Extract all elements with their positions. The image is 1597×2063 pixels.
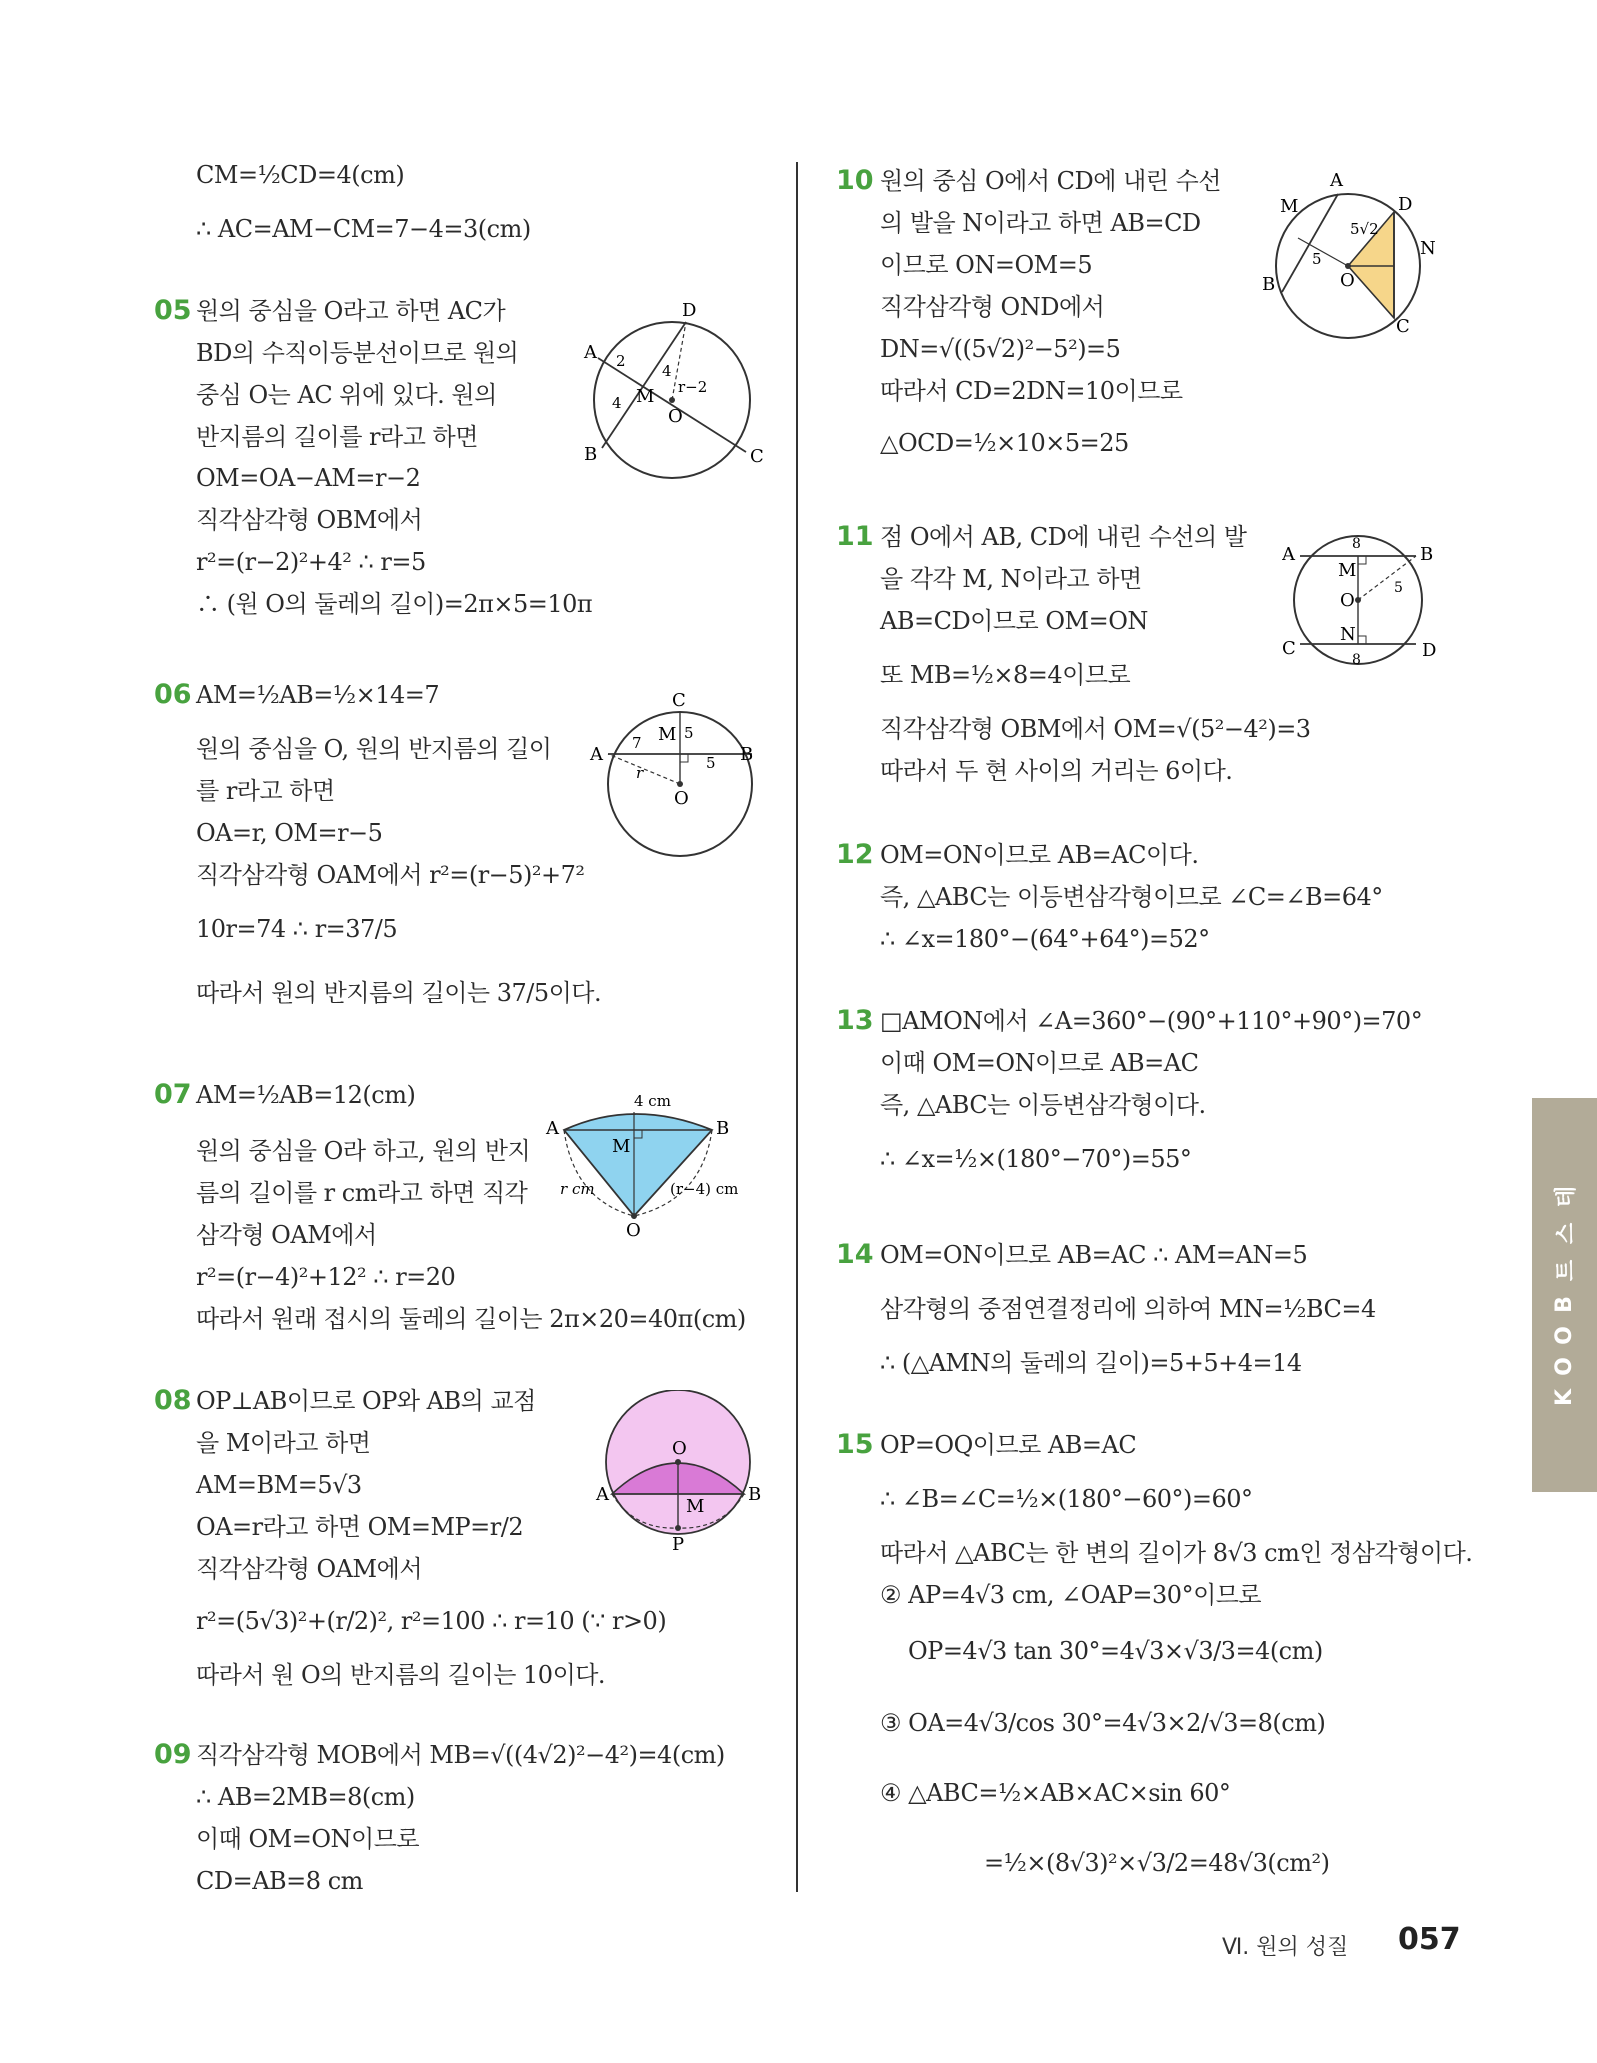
p08-center-dot bbox=[675, 1459, 681, 1465]
p06-line-3: 를 r라고 하면 bbox=[196, 777, 335, 805]
page-number: 057 bbox=[1398, 1922, 1461, 1957]
p07-label-r4: (r−4) cm bbox=[670, 1180, 739, 1198]
p04-line-1: CM=½CD=4(cm) bbox=[196, 161, 405, 189]
p06-center-dot bbox=[677, 781, 683, 787]
p05-label-d: D bbox=[682, 300, 697, 321]
p10-line-4: 직각삼각형 OND에서 bbox=[880, 293, 1105, 321]
p12-line-1: OM=ON이므로 AB=AC이다. bbox=[880, 841, 1199, 869]
p10-center-dot bbox=[1345, 263, 1351, 269]
p15-line-3: 따라서 △ABC는 한 변의 길이가 8√3 cm인 정삼각형이다. bbox=[880, 1539, 1473, 1567]
p06-line-2: 원의 중심을 O, 원의 반지름의 길이 bbox=[196, 735, 552, 763]
p15-line-6: ③ OA=4√3/cos 30°=4√3×2/√3=8(cm) bbox=[880, 1709, 1326, 1737]
p14-line-1: OM=ON이므로 AB=AC ∴ AM=AN=5 bbox=[880, 1241, 1308, 1269]
p08-figure bbox=[594, 1390, 770, 1560]
p05-label-4b: 4 bbox=[612, 394, 622, 412]
p10-label-b: B bbox=[1262, 274, 1276, 295]
p10-line-1: 원의 중심 O에서 CD에 내린 수선 bbox=[880, 167, 1221, 195]
p06-label-5b: 5 bbox=[706, 754, 716, 772]
p06-radius-oa bbox=[608, 754, 680, 784]
p05-line-3: 중심 O는 AC 위에 있다. 원의 bbox=[196, 381, 497, 409]
p12-line-3: ∴ ∠x=180°−(64°+64°)=52° bbox=[880, 925, 1210, 953]
p06-label-5a: 5 bbox=[684, 724, 694, 742]
p11-line-5: 직각삼각형 OBM에서 OM=√(5²−4²)=3 bbox=[880, 715, 1311, 743]
p07-label-b: B bbox=[716, 1118, 730, 1139]
p11-label-o: O bbox=[1340, 590, 1355, 611]
p05-line-7: r²=(r−2)²+4² ∴ r=5 bbox=[196, 548, 426, 576]
problem-number-09: 09 bbox=[154, 1739, 192, 1770]
problem-number-08: 08 bbox=[154, 1385, 192, 1416]
footer-section-title: Ⅵ. 원의 성질 bbox=[1222, 1935, 1349, 1960]
side-tab-char: O bbox=[1551, 1356, 1577, 1376]
p09-line-4: CD=AB=8 cm bbox=[196, 1867, 363, 1895]
p05-line-8: ∴ (원 O의 둘레의 길이)=2π×5=10π bbox=[196, 590, 593, 618]
p05-label-o: O bbox=[668, 406, 683, 427]
p13-line-2: 이때 OM=ON이므로 AB=AC bbox=[880, 1049, 1199, 1077]
p10-label-d: D bbox=[1398, 194, 1413, 215]
p13-line-4: ∴ ∠x=½×(180°−70°)=55° bbox=[880, 1145, 1192, 1173]
p13-line-1: □AMON에서 ∠A=360°−(90°+110°+90°)=70° bbox=[880, 1007, 1423, 1035]
p06-label-c: C bbox=[672, 690, 686, 711]
p05-label-m: M bbox=[636, 386, 655, 407]
p15-line-1: OP=OQ이므로 AB=AC bbox=[880, 1431, 1137, 1459]
problem-number-15: 15 bbox=[836, 1429, 874, 1460]
p05-label-4a: 4 bbox=[662, 362, 672, 380]
p06-figure bbox=[586, 688, 766, 858]
p11-label-b: B bbox=[1420, 544, 1434, 565]
side-tab-char: 트 bbox=[1553, 1259, 1579, 1281]
p10-figure bbox=[1260, 172, 1440, 344]
p09-line-3: 이때 OM=ON이므로 bbox=[196, 1825, 420, 1853]
p07-label-rcm: r cm bbox=[560, 1180, 595, 1198]
side-tab-char: B bbox=[1552, 1295, 1577, 1313]
p08-label-a: A bbox=[596, 1484, 609, 1505]
p11-label-c: C bbox=[1282, 638, 1296, 659]
p05-line-1: 원의 중심을 O라고 하면 AC가 bbox=[196, 297, 506, 325]
p15-line-2: ∴ ∠B=∠C=½×(180°−60°)=60° bbox=[880, 1485, 1253, 1513]
p07-line-2: 원의 중심을 O라 하고, 원의 반지 bbox=[196, 1137, 531, 1165]
p08-label-o: O bbox=[672, 1438, 687, 1459]
problem-number-14: 14 bbox=[836, 1239, 874, 1270]
p11-right-angle-m bbox=[1358, 556, 1366, 564]
p08-line-7: 따라서 원 O의 반지름의 길이는 10이다. bbox=[196, 1661, 606, 1689]
p08-point-p-dot bbox=[675, 1525, 681, 1531]
problem-number-06: 06 bbox=[154, 679, 192, 710]
p06-label-a: A bbox=[590, 744, 603, 765]
p07-line-6: 따라서 원래 접시의 둘레의 길이는 2π×20=40π(cm) bbox=[196, 1305, 746, 1333]
p06-line-5: 직각삼각형 OAM에서 r²=(r−5)²+7² bbox=[196, 861, 585, 889]
p11-label-m: M bbox=[1338, 560, 1357, 581]
p11-figure bbox=[1282, 530, 1442, 670]
p07-label-4cm: 4 cm bbox=[634, 1092, 671, 1110]
p10-label-m: M bbox=[1280, 196, 1299, 217]
p08-label-b: B bbox=[748, 1484, 762, 1505]
p11-label-5: 5 bbox=[1394, 580, 1403, 596]
p14-line-2: 삼각형의 중점연결정리에 의하여 MN=½BC=4 bbox=[880, 1295, 1376, 1323]
p11-line-4: 또 MB=½×8=4이므로 bbox=[880, 661, 1131, 689]
p10-line-2: 의 발을 N이라고 하면 AB=CD bbox=[880, 209, 1201, 237]
side-tab-text bbox=[1532, 1098, 1597, 1492]
p05-label-b: B bbox=[584, 444, 598, 465]
p11-right-angle-n bbox=[1358, 636, 1366, 644]
p05-line-2: BD의 수직이등분선이므로 원의 bbox=[196, 339, 519, 367]
p05-line-6: 직각삼각형 OBM에서 bbox=[196, 506, 423, 534]
p11-label-d: D bbox=[1422, 640, 1437, 661]
side-tab-char: 테 bbox=[1553, 1185, 1579, 1207]
p06-label-r: r bbox=[636, 764, 644, 782]
p05-chord-bd bbox=[602, 322, 686, 448]
p06-line-1: AM=½AB=½×14=7 bbox=[196, 681, 440, 709]
p10-label-a: A bbox=[1330, 172, 1343, 191]
p10-label-5root2: 5√2 bbox=[1350, 220, 1379, 238]
column-divider bbox=[796, 162, 798, 1892]
side-tab-char: O bbox=[1551, 1325, 1577, 1345]
p15-line-4: ② AP=4√3 cm, ∠OAP=30°이므로 bbox=[880, 1581, 1262, 1609]
p14-line-3: ∴ (△AMN의 둘레의 길이)=5+5+4=14 bbox=[880, 1349, 1302, 1377]
p06-label-m: M bbox=[658, 724, 677, 745]
p15-line-5: OP=4√3 tan 30°=4√3×√3/3=4(cm) bbox=[908, 1637, 1323, 1665]
side-tab-test-book bbox=[1532, 1098, 1597, 1492]
p05-figure bbox=[580, 300, 770, 480]
p08-label-m: M bbox=[686, 1496, 705, 1517]
p07-label-a: A bbox=[546, 1118, 559, 1139]
p10-line-3: 이므로 ON=OM=5 bbox=[880, 251, 1093, 279]
p06-label-b: B bbox=[740, 744, 754, 765]
p09-line-2: ∴ AB=2MB=8(cm) bbox=[196, 1783, 415, 1811]
p06-line-4: OA=r, OM=r−5 bbox=[196, 819, 383, 847]
p10-line-7: △OCD=½×10×5=25 bbox=[880, 429, 1129, 457]
side-tab-char: K bbox=[1552, 1388, 1577, 1406]
p10-label-5: 5 bbox=[1312, 250, 1322, 268]
p10-label-n: N bbox=[1420, 238, 1436, 259]
problem-number-10: 10 bbox=[836, 165, 874, 196]
p05-label-r2: r−2 bbox=[678, 378, 708, 396]
problem-number-07: 07 bbox=[154, 1079, 192, 1110]
p11-label-n: N bbox=[1340, 624, 1356, 645]
p10-label-c: C bbox=[1396, 316, 1410, 337]
p08-label-p: P bbox=[672, 1534, 685, 1555]
p06-label-o: O bbox=[674, 788, 689, 809]
p08-line-4: OA=r라고 하면 OM=MP=r/2 bbox=[196, 1513, 524, 1541]
p11-radius-ob bbox=[1358, 556, 1416, 600]
p10-line-6: 따라서 CD=2DN=10이므로 bbox=[880, 377, 1183, 405]
p13-line-3: 즉, △ABC는 이등변삼각형이다. bbox=[880, 1091, 1206, 1119]
p05-label-2: 2 bbox=[616, 352, 626, 370]
p04-line-2: ∴ AC=AM−CM=7−4=3(cm) bbox=[196, 215, 531, 243]
problem-number-13: 13 bbox=[836, 1005, 874, 1036]
side-tab-char: 스 bbox=[1553, 1222, 1579, 1244]
p11-label-a: A bbox=[1282, 544, 1295, 565]
p06-right-angle bbox=[680, 754, 688, 762]
p11-label-8a: 8 bbox=[1352, 536, 1361, 552]
p07-label-o: O bbox=[626, 1220, 641, 1240]
p11-line-2: 을 각각 M, N이라고 하면 bbox=[880, 565, 1142, 593]
p11-line-3: AB=CD이므로 OM=ON bbox=[880, 607, 1148, 635]
p15-line-8: =½×(8√3)²×√3/2=48√3(cm²) bbox=[984, 1849, 1330, 1877]
p06-line-6: 10r=74 ∴ r=37/5 bbox=[196, 915, 398, 943]
p06-label-7: 7 bbox=[632, 734, 642, 752]
p08-line-3: AM=BM=5√3 bbox=[196, 1471, 362, 1499]
p07-center-dot bbox=[631, 1213, 637, 1219]
p05-line-4: 반지름의 길이를 r라고 하면 bbox=[196, 423, 478, 451]
p12-line-2: 즉, △ABC는 이등변삼각형이므로 ∠C=∠B=64° bbox=[880, 883, 1383, 911]
p08-line-6: r²=(5√3)²+(r/2)², r²=100 ∴ r=10 (∵ r>0) bbox=[196, 1607, 667, 1635]
p11-label-8b: 8 bbox=[1352, 652, 1361, 668]
p11-line-6: 따라서 두 현 사이의 거리는 6이다. bbox=[880, 757, 1233, 785]
problem-number-11: 11 bbox=[836, 521, 874, 552]
p07-line-3: 름의 길이를 r cm라고 하면 직각 bbox=[196, 1179, 528, 1207]
p10-line-5: DN=√((5√2)²−5²)=5 bbox=[880, 335, 1121, 363]
p11-center-dot bbox=[1355, 597, 1361, 603]
problem-number-12: 12 bbox=[836, 839, 874, 870]
p15-line-7: ④ △ABC=½×AB×AC×sin 60° bbox=[880, 1779, 1231, 1807]
p06-line-7: 따라서 원의 반지름의 길이는 37/5이다. bbox=[196, 979, 602, 1007]
p07-figure bbox=[544, 1090, 770, 1240]
p07-line-4: 삼각형 OAM에서 bbox=[196, 1221, 377, 1249]
problem-number-05: 05 bbox=[154, 295, 192, 326]
p07-line-1: AM=½AB=12(cm) bbox=[196, 1081, 416, 1109]
p08-line-1: OP⊥AB이므로 OP와 AB의 교점 bbox=[196, 1387, 536, 1415]
p07-line-5: r²=(r−4)²+12² ∴ r=20 bbox=[196, 1263, 456, 1291]
p05-label-a: A bbox=[584, 342, 597, 363]
p09-line-1: 직각삼각형 MOB에서 MB=√((4√2)²−4²)=4(cm) bbox=[196, 1741, 725, 1769]
p07-label-m: M bbox=[612, 1136, 631, 1157]
p11-line-1: 점 O에서 AB, CD에 내린 수선의 발 bbox=[880, 523, 1247, 551]
p05-label-c: C bbox=[750, 446, 764, 467]
p08-line-5: 직각삼각형 OAM에서 bbox=[196, 1555, 422, 1583]
p05-center-dot bbox=[669, 397, 675, 403]
p10-label-o: O bbox=[1340, 270, 1355, 291]
p05-line-5: OM=OA−AM=r−2 bbox=[196, 464, 421, 492]
p08-line-2: 을 M이라고 하면 bbox=[196, 1429, 371, 1457]
